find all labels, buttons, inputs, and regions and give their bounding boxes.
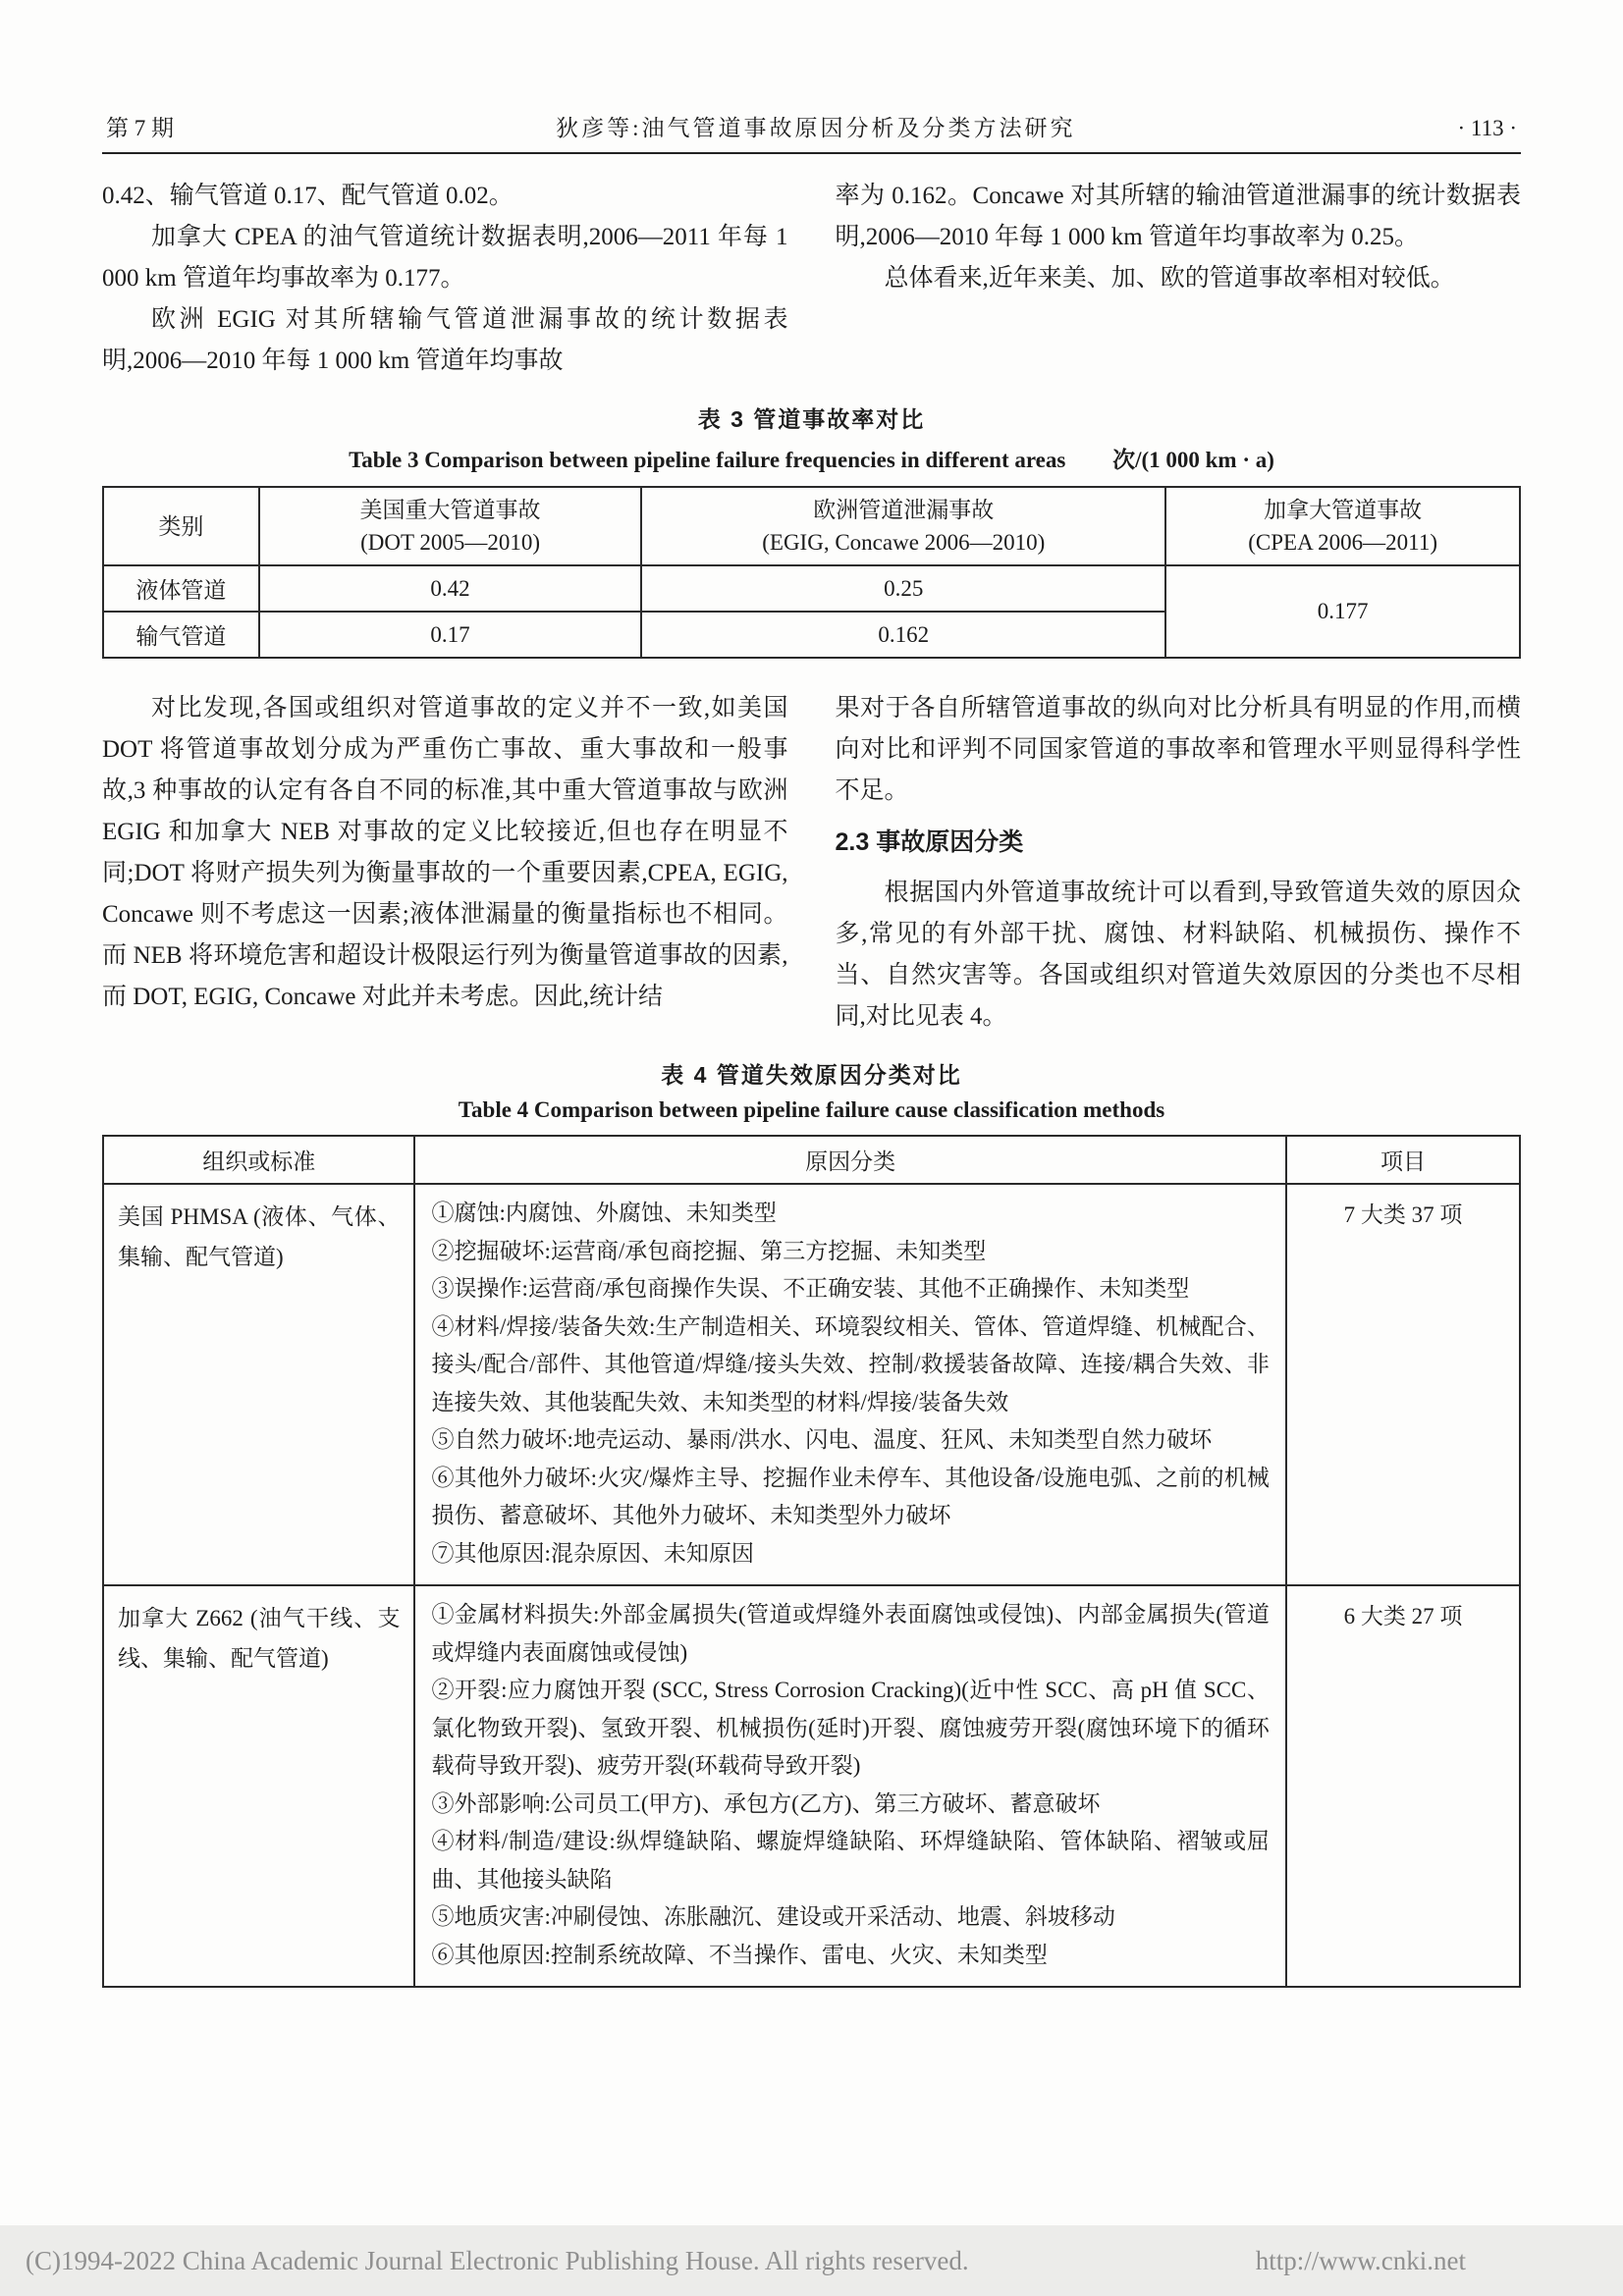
- intro-section: [102, 176, 1521, 382]
- paragraph: 率为 0.162。Concawe 对其所辖的输油管道泄漏事的统计数据表明,2006—2010 年每 1 000 km 管道年均事故率为 0.25。: [835, 183, 1521, 250]
- table3-header-us: [259, 487, 642, 565]
- causes-cell: [414, 1585, 1285, 1987]
- table3-header-eu: [641, 487, 1165, 565]
- table4-header-causes: 原因分类: [414, 1136, 1285, 1184]
- count-cell: 7 大类 37 项: [1286, 1184, 1520, 1585]
- cause-item: ⑥其他外力破坏:火灾/爆炸主导、挖掘作业未停车、其他设备/设施电弧、之前的机械损伤、蓄意破坏、其他外力破坏、未知类型外力破坏: [431, 1465, 1270, 1527]
- table4-caption-cn: 表 4 管道失效原因分类对比: [661, 1062, 962, 1088]
- cause-item: ⑦其他原因:混杂原因、未知原因: [431, 1540, 754, 1566]
- paragraph: 根据国内外管道事故统计可以看到,导致管道失效的原因众多,常见的有外部干扰、腐蚀、材料缺陷、机械损伤、操作不当、自然灾害等。各国或组织对管道失效原因的分类也不尽相同,对比见表 4。: [835, 880, 1521, 1030]
- cause-item: ⑤地质灾害:冲刷侵蚀、冻胀融沉、建设或开采活动、地震、斜坡移动: [431, 1904, 1115, 1929]
- table3-cell-category: 输气管道: [103, 612, 259, 658]
- table3-header-category: 类别: [103, 487, 259, 565]
- paragraph: 总体看来,近年来美、加、欧的管道事故率相对较低。: [884, 265, 1455, 292]
- table4-header-org: 组织或标准: [103, 1136, 414, 1184]
- table3-header-canada-line2: (CPEA 2006—2011): [1248, 530, 1437, 555]
- table4: [102, 1135, 1521, 1988]
- page-footer: [0, 2225, 1623, 2296]
- table3-cell-us: 0.42: [259, 565, 642, 612]
- org-cell: 加拿大 Z662 (油气干线、支线、集输、配气管道): [103, 1585, 414, 1987]
- paragraph: 果对于各自所辖管道事故的纵向对比分析具有明显的作用,而横向对比和评判不同国家管道的事故率和管理水平则显得科学性不足。: [835, 695, 1521, 804]
- table3-caption-en: [102, 442, 1521, 474]
- table3-row-liquid: [103, 565, 1520, 612]
- table3-header-row: [103, 487, 1520, 565]
- cause-item: ③外部影响:公司员工(甲方)、承包方(乙方)、第三方破坏、蓄意破坏: [431, 1790, 1101, 1816]
- cause-item: ①金属材料损失:外部金属损失(管道或焊缝外表面腐蚀或侵蚀)、内部金属损失(管道或焊缝内表面腐蚀或侵蚀): [431, 1602, 1270, 1665]
- table4-caption-en: [102, 1097, 1521, 1123]
- count-cell: 6 大类 27 项: [1286, 1585, 1520, 1987]
- table4-header-row: [103, 1136, 1520, 1184]
- paragraph: 0.42、输气管道 0.17、配气管道 0.02。: [102, 183, 514, 209]
- journal-issue: 第 7 期: [106, 116, 174, 140]
- table3-caption-cn: 表 3 管道事故率对比: [697, 406, 926, 432]
- cause-item: ③误操作:运营商/承包商操作失误、不正确安装、其他不正确操作、未知类型: [431, 1276, 1190, 1301]
- table3-header-us-line2: (DOT 2005—2010): [360, 530, 540, 555]
- cause-item: ④材料/制造/建设:纵焊缝缺陷、螺旋焊缝缺陷、环焊缝缺陷、管体缺陷、褶皱或屈曲、其他接头缺陷: [431, 1829, 1270, 1892]
- discussion-section: [102, 688, 1521, 1038]
- table4-caption-en-text: Table 4 Comparison between pipeline failure cause classification methods: [458, 1097, 1165, 1122]
- org-cell: 美国 PHMSA (液体、气体、集输、配气管道): [103, 1184, 414, 1585]
- cause-item: ①腐蚀:内腐蚀、外腐蚀、未知类型: [431, 1201, 777, 1225]
- cause-item: ⑥其他原因:控制系统故障、不当操作、雷电、火灾、未知类型: [431, 1942, 1048, 1967]
- discussion-right-column: [836, 688, 1522, 1038]
- table3-cell-category: 液体管道: [103, 565, 259, 612]
- paragraph: 对比发现,各国或组织对管道事故的定义并不一致,如美国 DOT 将管道事故划分成为严重伤亡事故、重大事故和一般事故,3 种事故的认定有各自不同的标准,其中重大管道事故与欧洲 EGIG 和加拿大 NEB 对事故的定义比较接近,但也存在明显不同;DOT 将财产损失列为衡量事故的一个重要因素,CPEA, EGIG, Concawe 则不考虑这一因素;液体泄漏量的衡量指标也不相同。而 NEB 将环境危害和超设计极限运行列为衡量管道事故的因素,而 DOT, EGIG, Concawe 对此并未考虑。因此,统计结: [102, 695, 788, 1010]
- causes-cell: [414, 1184, 1285, 1585]
- table3-header-canada: [1165, 487, 1520, 565]
- running-title: 狄彦等:油气管道事故原因分析及分类方法研究: [556, 116, 1076, 140]
- table3-cell-eu: 0.25: [641, 565, 1165, 612]
- table3: [102, 486, 1521, 659]
- table3-header-us-line1: 美国重大管道事故: [359, 498, 541, 522]
- cause-item: ④材料/焊接/装备失效:生产制造相关、环境裂纹相关、管体、管道焊缝、机械配合、接头/配合/部件、其他管道/焊缝/接头失效、控制/救援装备故障、连接/耦合失效、非连接失效、其他装配失效、未知类型的材料/焊接/装备失效: [431, 1313, 1270, 1415]
- footer-url: http://www.cnki.net: [1255, 2245, 1466, 2275]
- paragraph: 欧洲 EGIG 对其所辖输气管道泄漏事故的统计数据表明,2006—2010 年每 1 000 km 管道年均事故: [102, 306, 788, 374]
- table3-header-eu-line2: (EGIG, Concawe 2006—2010): [762, 530, 1046, 555]
- table3-unit: 次/(1 000 km · a): [1112, 448, 1274, 472]
- table4-row-phmsa: [103, 1184, 1520, 1585]
- table3-cell-canada: 0.177: [1165, 565, 1520, 658]
- cause-item: ②开裂:应力腐蚀开裂 (SCC, Stress Corrosion Cracking)(近中性 SCC、高 pH 值 SCC、氯化物致开裂)、氢致开裂、机械损伤(延时)开裂、腐蚀疲劳开裂(腐蚀环境下的循环载荷导致开裂)、疲劳开裂(环载荷导致开裂): [431, 1678, 1270, 1778]
- table3-header-eu-line1: 欧洲管道泄漏事故: [813, 498, 995, 522]
- table3-cell-eu: 0.162: [641, 612, 1165, 658]
- page-header: [102, 110, 1521, 154]
- table4-header-count: 项目: [1286, 1136, 1520, 1184]
- table3-cell-us: 0.17: [259, 612, 642, 658]
- discussion-left-column: [102, 688, 788, 1038]
- cause-item: ②挖掘破坏:运营商/承包商挖掘、第三方挖掘、未知类型: [431, 1238, 987, 1263]
- cause-item: ⑤自然力破坏:地壳运动、暴雨/洪水、闪电、温度、狂风、未知类型自然力破坏: [431, 1427, 1213, 1452]
- table4-row-z662: [103, 1585, 1520, 1987]
- paragraph: 加拿大 CPEA 的油气管道统计数据表明,2006—2011 年每 1 000 km 管道年均事故率为 0.177。: [102, 224, 788, 292]
- table4-block: [102, 1057, 1521, 1988]
- copyright-text: (C)1994-2022 China Academic Journal Electronic Publishing House. All rights reserved.: [26, 2245, 969, 2275]
- section-heading-2-3: 2.3 事故原因分类: [835, 828, 1024, 856]
- table3-caption-en-text: Table 3 Comparison between pipeline failure frequencies in different areas: [349, 448, 1066, 472]
- intro-right-column: [836, 176, 1522, 382]
- intro-left-column: [102, 176, 788, 382]
- page-number: · 113 ·: [1457, 116, 1517, 140]
- table3-header-canada-line1: 加拿大管道事故: [1264, 498, 1423, 522]
